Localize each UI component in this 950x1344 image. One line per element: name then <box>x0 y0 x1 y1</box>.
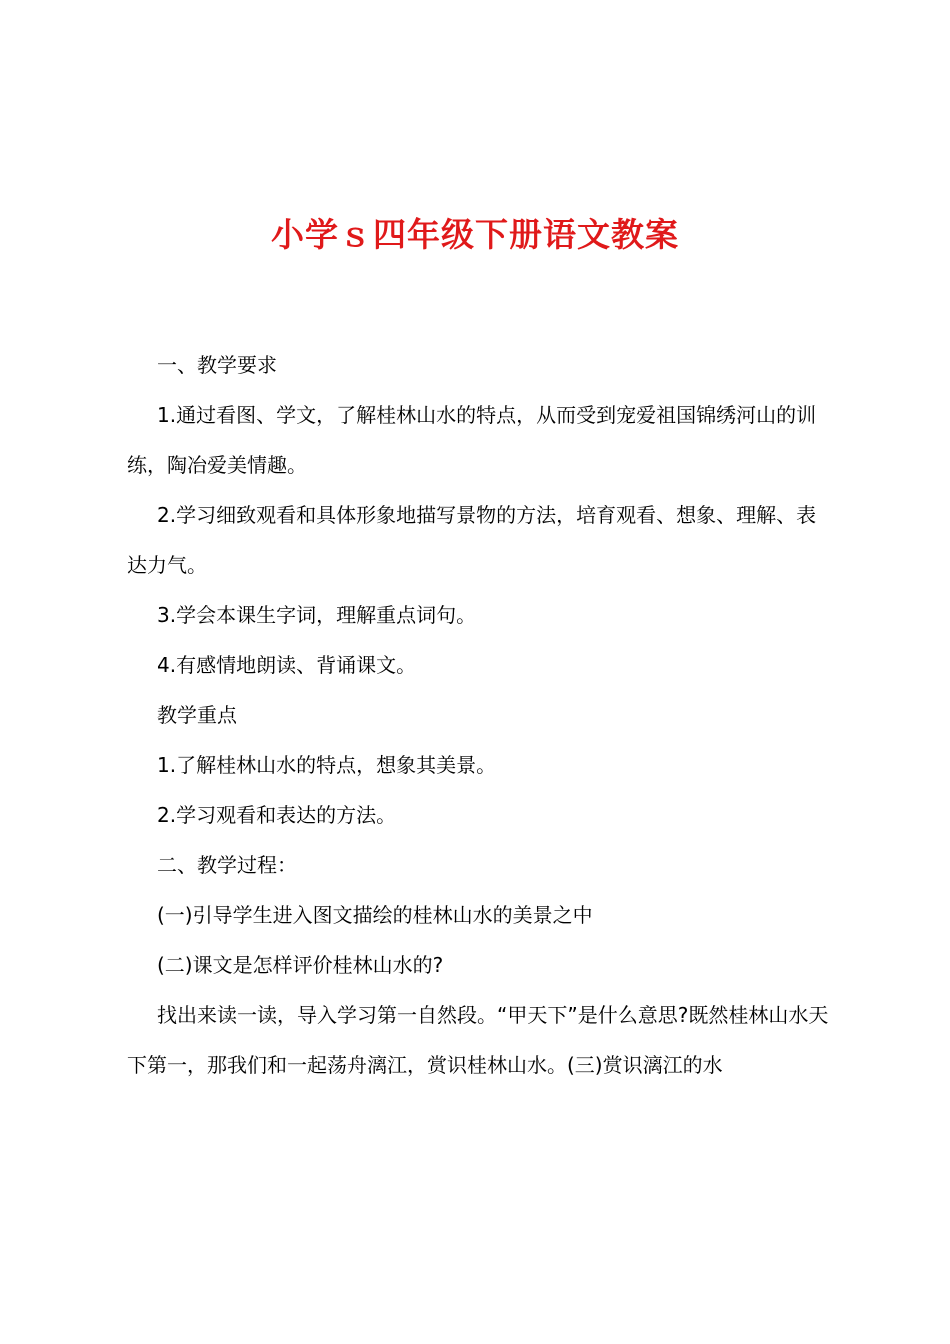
requirement-item-2: 2.学习细致观看和具体形象地描写景物的方法，培育观看、想象、理解、表达力气。 <box>127 503 817 577</box>
section-heading-process: 二、教学过程： <box>157 853 297 877</box>
process-paragraph: 找出来读一读，导入学习第一自然段。“甲天下”是什么意思?既然桂林山水天下第一，那我们和一起荡舟漓江，赏识桂林山水。(三)赏识漓江的水 <box>127 1003 829 1077</box>
section-heading-focus: 教学重点 <box>157 703 237 727</box>
focus-item-2: 2.学习观看和表达的方法。 <box>157 803 397 827</box>
document-title: 小学ｓ四年级下册语文教案 <box>271 215 679 254</box>
requirement-item-3: 3.学会本课生字词，理解重点词句。 <box>157 603 477 627</box>
document-body <box>127 340 835 1090</box>
requirement-item-4: 4.有感情地朗读、背诵课文。 <box>157 653 417 677</box>
section-heading-requirements: 一、教学要求 <box>157 353 277 377</box>
process-step-1: (一)引导学生进入图文描绘的桂林山水的美景之中 <box>157 903 593 927</box>
focus-item-1: 1.了解桂林山水的特点，想象其美景。 <box>157 753 497 777</box>
requirement-item-1: 1.通过看图、学文，了解桂林山水的特点，从而受到宠爱祖国锦绣河山的训练，陶冶爱美情趣。 <box>127 403 817 477</box>
process-step-2: (二)课文是怎样评价桂林山水的? <box>157 953 444 977</box>
